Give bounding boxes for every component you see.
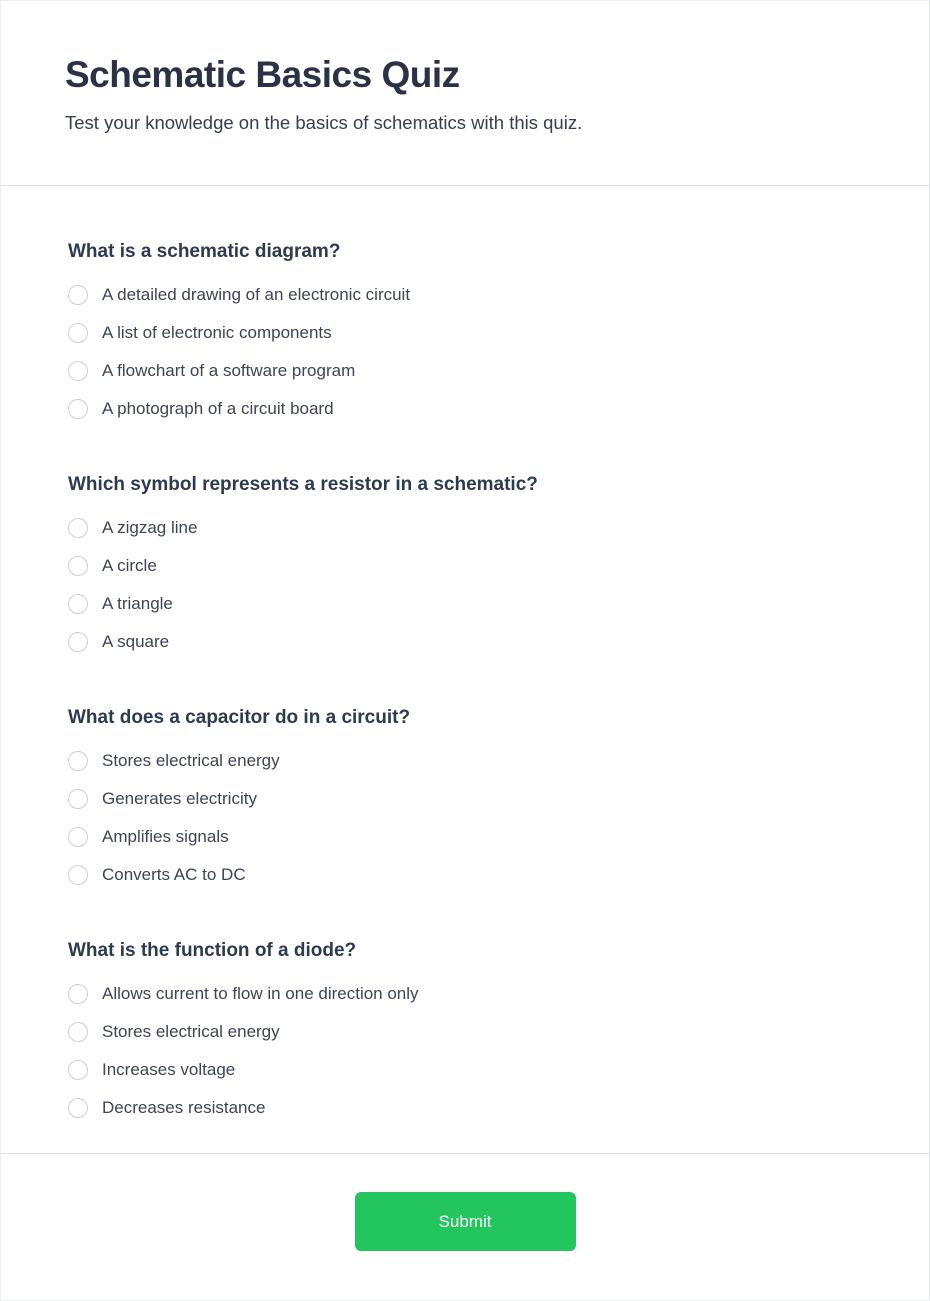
option-row[interactable] xyxy=(68,323,332,343)
radio-button[interactable] xyxy=(68,827,88,847)
option-label: Decreases resistance xyxy=(102,1098,266,1117)
options-group xyxy=(68,285,862,419)
page-subtitle: Test your knowledge on the basics of schematics with this quiz. xyxy=(65,112,583,133)
question-text: What is the function of a diode? xyxy=(68,940,357,961)
option-row[interactable] xyxy=(68,285,410,305)
option-row[interactable] xyxy=(68,827,229,847)
radio-button[interactable] xyxy=(68,751,88,771)
option-row[interactable] xyxy=(68,1060,235,1080)
question-2 xyxy=(68,474,862,652)
option-row[interactable] xyxy=(68,361,355,381)
option-label: Amplifies signals xyxy=(102,827,229,846)
question-text: Which symbol represents a resistor in a schematic? xyxy=(68,474,538,495)
question-text: What is a schematic diagram? xyxy=(68,241,341,262)
question-4 xyxy=(68,940,862,1118)
option-row[interactable] xyxy=(68,556,157,576)
radio-button[interactable] xyxy=(68,399,88,419)
quiz-footer xyxy=(1,1153,929,1251)
option-label: A circle xyxy=(102,556,157,575)
option-label: Generates electricity xyxy=(102,789,257,808)
option-label: A detailed drawing of an electronic circuit xyxy=(102,285,411,304)
option-label: Increases voltage xyxy=(102,1060,236,1079)
options-group xyxy=(68,984,862,1118)
option-label: A flowchart of a software program xyxy=(102,361,356,380)
option-label: A list of electronic components xyxy=(102,323,332,342)
radio-button[interactable] xyxy=(68,632,88,652)
radio-button[interactable] xyxy=(68,1060,88,1080)
option-label: A photograph of a circuit board xyxy=(102,399,334,418)
radio-button[interactable] xyxy=(68,361,88,381)
option-label: A zigzag line xyxy=(102,518,198,537)
radio-button[interactable] xyxy=(68,594,88,614)
radio-button[interactable] xyxy=(68,1098,88,1118)
option-row[interactable] xyxy=(68,751,280,771)
option-row[interactable] xyxy=(68,399,334,419)
radio-button[interactable] xyxy=(68,556,88,576)
option-label: A square xyxy=(102,632,170,651)
submit-button[interactable]: Submit xyxy=(355,1192,576,1251)
option-row[interactable] xyxy=(68,594,173,614)
option-row[interactable] xyxy=(68,518,197,538)
radio-button[interactable] xyxy=(68,285,88,305)
radio-button[interactable] xyxy=(68,789,88,809)
option-row[interactable] xyxy=(68,789,257,809)
option-row[interactable] xyxy=(68,865,246,885)
option-label: A triangle xyxy=(102,594,173,613)
option-label: Converts AC to DC xyxy=(102,865,246,884)
option-label: Stores electrical energy xyxy=(102,1022,280,1041)
radio-button[interactable] xyxy=(68,323,88,343)
option-label: Allows current to flow in one direction only xyxy=(102,984,419,1003)
options-group xyxy=(68,751,862,885)
options-group xyxy=(68,518,862,652)
option-row[interactable] xyxy=(68,984,419,1004)
option-row[interactable] xyxy=(68,1022,280,1042)
question-text: What does a capacitor do in a circuit? xyxy=(68,707,411,728)
radio-button[interactable] xyxy=(68,1022,88,1042)
radio-button[interactable] xyxy=(68,865,88,885)
page-title: Schematic Basics Quiz xyxy=(65,54,460,95)
option-row[interactable] xyxy=(68,632,169,652)
question-1 xyxy=(68,241,862,419)
option-row[interactable] xyxy=(68,1098,265,1118)
question-3 xyxy=(68,707,862,885)
radio-button[interactable] xyxy=(68,518,88,538)
quiz-header xyxy=(1,1,929,186)
radio-button[interactable] xyxy=(68,984,88,1004)
question-list xyxy=(1,186,929,1153)
option-label: Stores electrical energy xyxy=(102,751,280,770)
